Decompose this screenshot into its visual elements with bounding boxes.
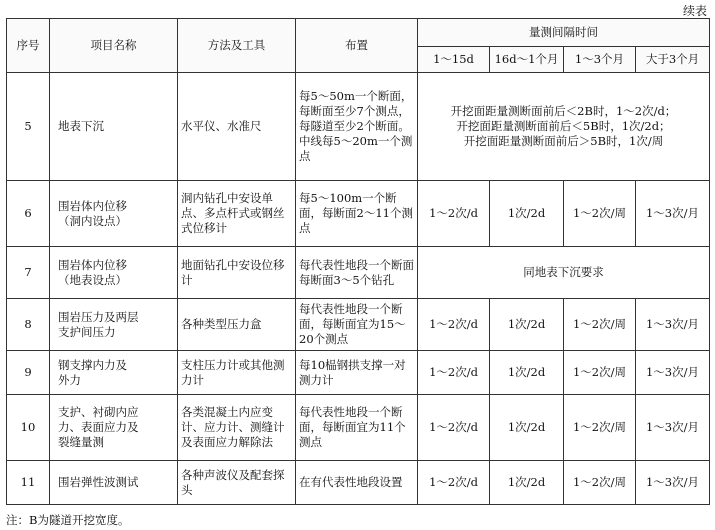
row-interval-2: 1次/2d (490, 181, 564, 247)
row-interval-4: 1～3次/月 (636, 461, 710, 505)
row-name: 围岩体内位移 （地表设点） (50, 247, 178, 299)
row-interval-4: 1～3次/月 (636, 181, 710, 247)
row-method: 洞内钻孔中安设单点、多点杆式或钢丝式位移计 (178, 181, 296, 247)
row-index: 9 (7, 351, 50, 395)
row-layout: 每代表性地段一个断面，每断面宜为11个测点 (296, 395, 418, 461)
row-layout: 每5～50m一个断面，每断面至少7个测点，每隧道至少2个断面。中线每5～20m一个测点 (296, 73, 418, 181)
row-index: 8 (7, 299, 50, 351)
header-interval-3: 1～3个月 (564, 47, 636, 73)
continued-label: 续表 (682, 4, 707, 18)
row-layout: 每代表性地段一个断面，每断面宜为15～20个测点 (296, 299, 418, 351)
row-interval-1: 1～2次/d (418, 461, 490, 505)
table-row (7, 181, 710, 247)
row-method: 各类混凝土内应变计、应力计、测缝计及表面应力解除法 (178, 395, 296, 461)
row-name: 围岩弹性波测试 (50, 461, 178, 505)
row-method: 支柱压力计或其他测力计 (178, 351, 296, 395)
row-interval-3: 1～2次/周 (564, 461, 636, 505)
row-method: 地面钻孔中安设位移计 (178, 247, 296, 299)
row-merged-interval: 开挖面距量测断面前后＜2B时，1～2次/d； 开挖面距量测断面前后＜5B时，1次/2d； 开挖面距量测断面前后＞5B时，1次/周 (418, 73, 710, 181)
header-layout: 布置 (296, 19, 418, 73)
row-index: 5 (7, 73, 50, 181)
row-name: 支护、衬砌内应 力、表面应力及 裂缝量测 (50, 395, 178, 461)
table-row (7, 247, 710, 299)
row-interval-4: 1～3次/月 (636, 351, 710, 395)
measurement-table (6, 18, 710, 505)
row-interval-2: 1次/2d (490, 299, 564, 351)
row-index: 11 (7, 461, 50, 505)
header-interval-1: 1～15d (418, 47, 490, 73)
table-row (7, 395, 710, 461)
row-name: 围岩压力及两层 支护间压力 (50, 299, 178, 351)
header-interval: 量测间隔时间 (418, 19, 710, 47)
row-interval-2: 1次/2d (490, 461, 564, 505)
row-layout: 每代表性地段一个断面每断面3～5个钻孔 (296, 247, 418, 299)
row-interval-3: 1～2次/周 (564, 395, 636, 461)
row-merged-interval: 同地表下沉要求 (418, 247, 710, 299)
row-method: 水平仪、水准尺 (178, 73, 296, 181)
row-layout: 每5～100m一个断面，每断面2～11个测点 (296, 181, 418, 247)
row-layout: 在有代表性地段设置 (296, 461, 418, 505)
row-name: 钢支撑内力及 外力 (50, 351, 178, 395)
table-row (7, 351, 710, 395)
table-row (7, 461, 710, 505)
row-index: 7 (7, 247, 50, 299)
row-interval-1: 1～2次/d (418, 395, 490, 461)
row-interval-2: 1次/2d (490, 351, 564, 395)
row-interval-1: 1～2次/d (418, 181, 490, 247)
row-interval-1: 1～2次/d (418, 351, 490, 395)
row-name: 围岩体内位移 （洞内设点） (50, 181, 178, 247)
row-index: 10 (7, 395, 50, 461)
row-interval-4: 1～3次/月 (636, 395, 710, 461)
header-index: 序号 (7, 19, 50, 73)
row-interval-2: 1次/2d (490, 395, 564, 461)
header-method: 方法及工具 (178, 19, 296, 73)
table-header (7, 19, 710, 73)
row-interval-3: 1～2次/周 (564, 299, 636, 351)
row-method: 各种类型压力盒 (178, 299, 296, 351)
row-name: 地表下沉 (50, 73, 178, 181)
header-interval-4: 大于3个月 (636, 47, 710, 73)
header-name: 项目名称 (50, 19, 178, 73)
row-index: 6 (7, 181, 50, 247)
row-interval-4: 1～3次/月 (636, 299, 710, 351)
row-interval-3: 1～2次/周 (564, 181, 636, 247)
table-note: 注：B为隧道开挖宽度。 (6, 513, 130, 527)
row-method: 各种声波仪及配套探头 (178, 461, 296, 505)
table-row (7, 299, 710, 351)
row-interval-3: 1～2次/周 (564, 351, 636, 395)
header-interval-2: 16d～1个月 (490, 47, 564, 73)
row-layout: 每10榀钢拱支撑一对测力计 (296, 351, 418, 395)
row-interval-1: 1～2次/d (418, 299, 490, 351)
table-row (7, 73, 710, 181)
